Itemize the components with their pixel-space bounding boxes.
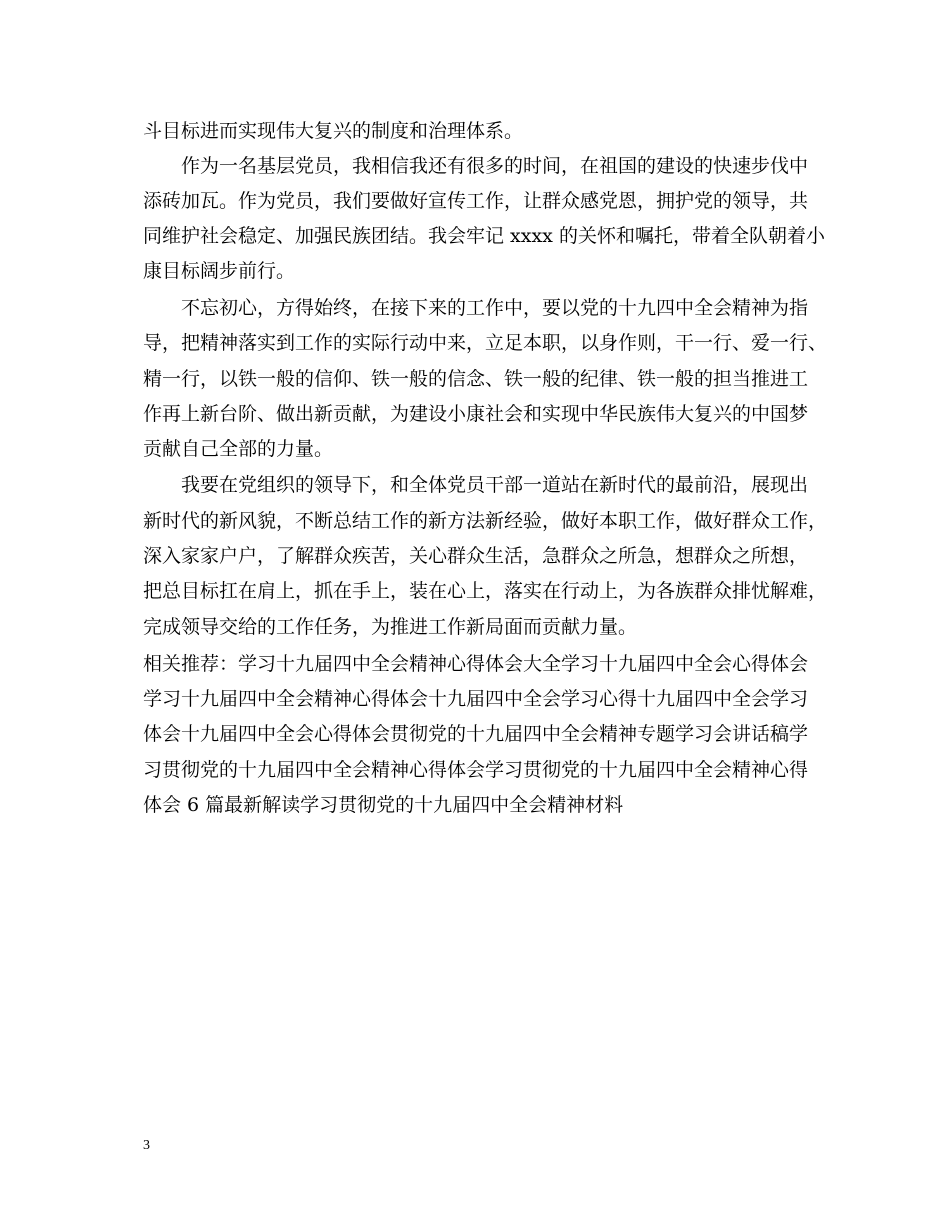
related-recommendations-line: 学习十九届四中全会精神心得体会十九届四中全会学习心得十九届四中全会学习 [143, 688, 809, 710]
paragraph-first-line: 不忘初心，方得始终，在接下来的工作中，要以党的十九四中全会精神为指 [181, 297, 809, 319]
text-line: 作再上新台阶、做出新贡献，为建设小康社会和实现中华民族伟大复兴的中国梦 [143, 403, 809, 425]
paragraph-first-line: 我要在党组织的领导下，和全体党员干部一道站在新时代的最前沿，展现出 [181, 474, 809, 496]
text-line: 深入家家户户，了解群众疾苦，关心群众生活，急群众之所急，想群众之所想， [143, 545, 809, 567]
text-line: 精一行，以铁一般的信仰、铁一般的信念、铁一般的纪律、铁一般的担当推进工 [143, 368, 809, 390]
related-recommendations-line: 体会十九届四中全会心得体会贯彻党的十九届四中全会精神专题学习会讲话稿学 [143, 723, 809, 745]
text-line: 把总目标扛在肩上，抓在手上，装在心上，落实在行动上，为各族群众排忧解难， [143, 580, 828, 602]
related-recommendations-line: 习贯彻党的十九届四中全会精神心得体会学习贯彻党的十九届四中全会精神心得 [143, 759, 809, 781]
text-line: 添砖加瓦。作为党员，我们要做好宣传工作，让群众感党恩，拥护党的领导，共 [143, 190, 809, 212]
text-line: 完成领导交给的工作任务，为推进工作新局面而贡献力量。 [143, 616, 638, 638]
text-line: 康目标阔步前行。 [143, 260, 296, 282]
text-line: 导，把精神落实到工作的实际行动中来，立足本职，以身作则，干一行、爱一行、 [143, 332, 828, 354]
paragraph-first-line: 作为一名基层党员，我相信我还有很多的时间，在祖国的建设的快速步伐中 [181, 155, 809, 177]
text-line: 同维护社会稳定、加强民族团结。我会牢记 xxxx 的关怀和嘱托，带着全队朝着小 [143, 225, 825, 247]
text-line: 新时代的新风貌，不断总结工作的新方法新经验，做好本职工作，做好群众工作， [143, 510, 828, 532]
page-number: 3 [143, 1138, 150, 1153]
text-line: 斗目标进而实现伟大复兴的制度和治理体系。 [143, 120, 524, 142]
related-recommendations-line: 相关推荐：学习十九届四中全会精神心得体会大全学习十九届四中全会心得体会 [143, 653, 809, 675]
related-recommendations-line: 体会 6 篇最新解读学习贯彻党的十九届四中全会精神材料 [143, 794, 624, 816]
text-line: 贡献自己全部的力量。 [143, 438, 334, 460]
